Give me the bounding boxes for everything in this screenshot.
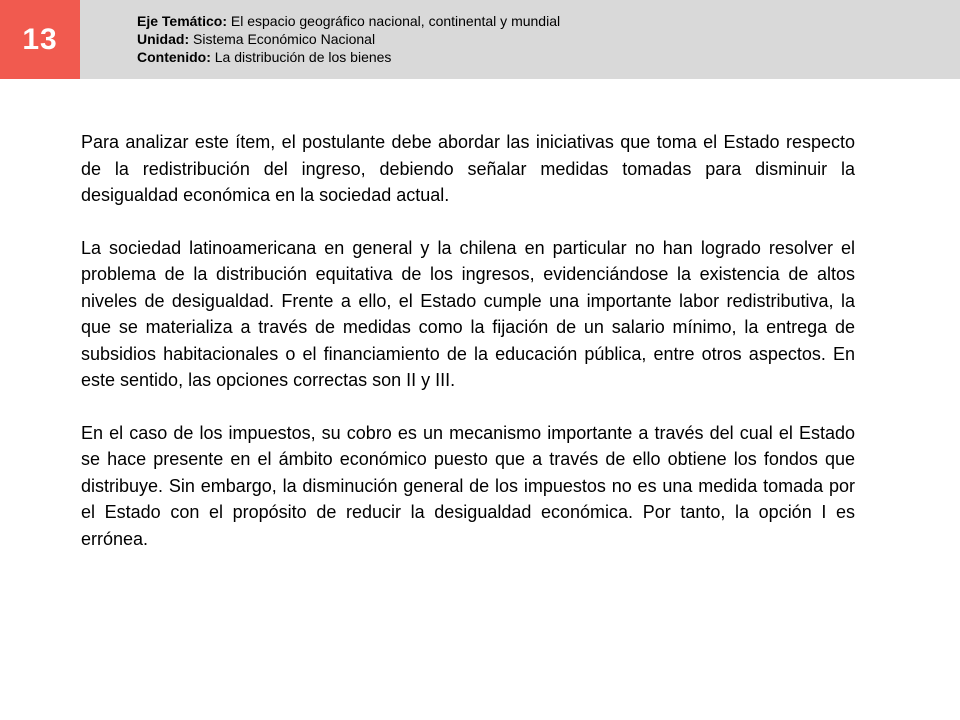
paragraph: Para analizar este ítem, el postulante debe abordar las iniciativas que toma el Estado respecto de la redistribución del ingreso, debiendo señalar medidas tomadas para disminuir la desigualdad económica en la sociedad actual. bbox=[81, 132, 855, 205]
paragraph: La sociedad latinoamericana en general y la chilena en particular no han logrado resolver el problema de la distribución equitativa de los ingresos, evidenciándose la existencia de altos niveles de desigualdad. Frente a ello, el Estado cumple una importante labor redistributiva, la que se materializa a través de medidas como la fijación de un salario mínimo, la entrega de subsidios habitacionales o el financiamiento de la educación pública, entre otros aspectos. En este sentido, las opciones correctas son II y III. bbox=[81, 237, 855, 390]
header-label: Unidad: bbox=[137, 31, 190, 47]
header-value: El espacio geográfico nacional, continental y mundial bbox=[227, 13, 561, 29]
header-line-eje-tematico bbox=[137, 12, 560, 30]
header-line-unidad bbox=[137, 30, 560, 48]
header-bar bbox=[0, 0, 960, 79]
slide-number-badge: 13 bbox=[0, 0, 80, 79]
header-value: Sistema Económico Nacional bbox=[189, 31, 376, 47]
header-value: La distribución de los bienes bbox=[210, 49, 392, 65]
body-content bbox=[81, 129, 855, 578]
header-label: Eje Temático: bbox=[137, 13, 227, 29]
paragraph: En el caso de los impuestos, su cobro es un mecanismo importante a través del cual el Estado se hace presente en el ámbito económico puesto que a través de ello obtiene los fondos que distribuye. Sin embargo, la disminución general de los impuestos no es una medida tomada por el Estado con el propósito de reducir la desigualdad económica. Por tanto, la opción I es errónea. bbox=[81, 422, 855, 549]
header-line-contenido bbox=[137, 48, 560, 66]
header-label: Contenido: bbox=[137, 49, 211, 65]
header-info bbox=[137, 12, 560, 66]
